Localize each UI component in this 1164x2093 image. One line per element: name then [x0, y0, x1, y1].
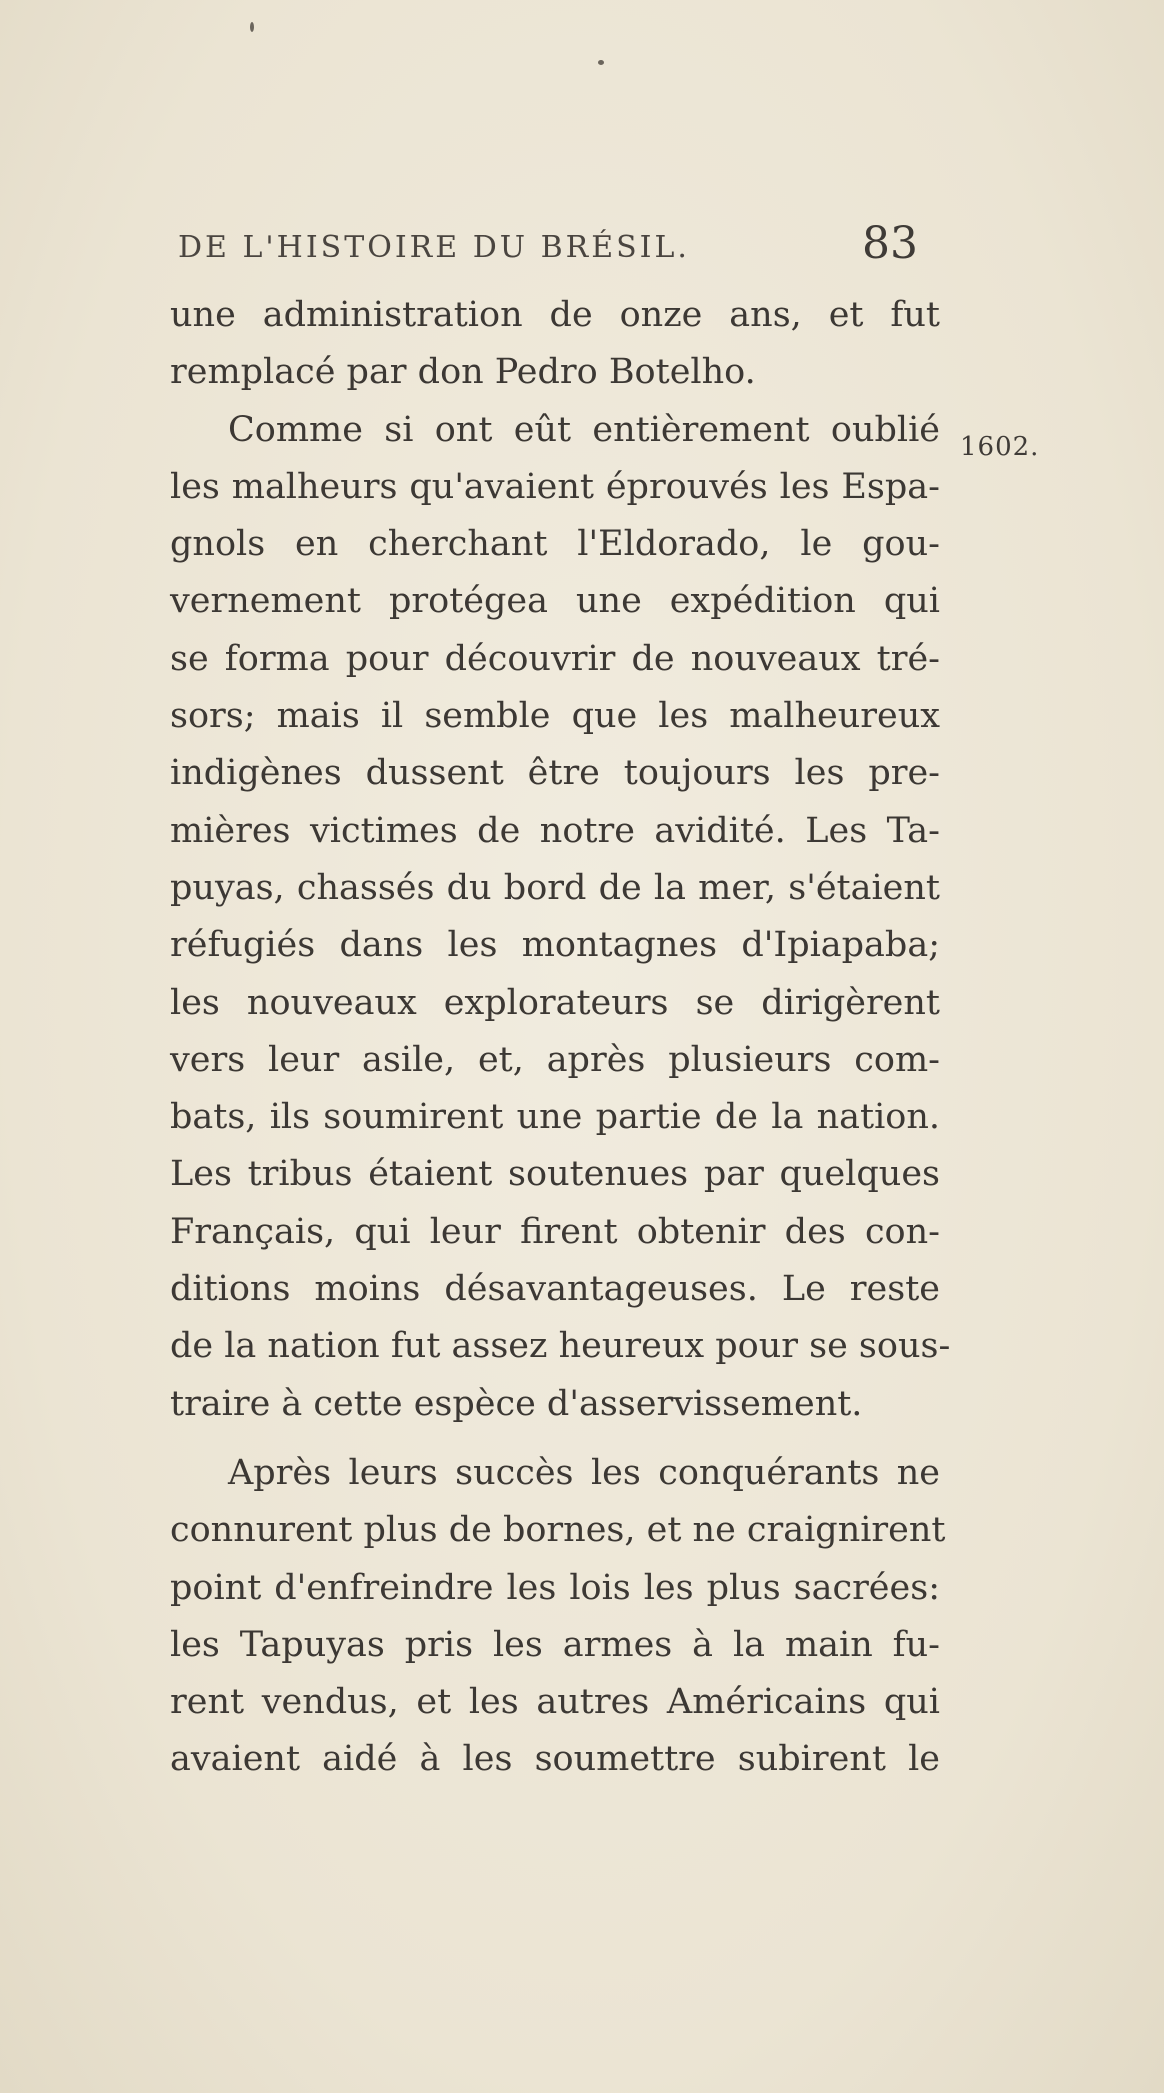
- text-line: réfugiés dans les montagnes d'Ipiapaba;: [170, 925, 940, 966]
- running-head: [0, 210, 1164, 280]
- text-line: traire à cette espèce d'asservissement.: [170, 1383, 863, 1424]
- page-number: 83: [862, 218, 918, 269]
- text-line: Comme si ont eût entièrement oublié: [228, 409, 940, 450]
- text-line: avaient aidé à les soumettre subirent le: [170, 1739, 940, 1780]
- text-line: les nouveaux explorateurs se dirigèrent: [170, 982, 940, 1023]
- body-text: [170, 287, 951, 1789]
- text-line: vernement protégea une expédition qui: [170, 581, 940, 622]
- text-line: Après leurs succès les conquérants ne: [228, 1452, 940, 1493]
- paper-speck: [598, 60, 604, 65]
- text-line: Français, qui leur firent obtenir des con-: [170, 1211, 940, 1252]
- text-line: puyas, chassés du bord de la mer, s'étaient: [170, 867, 940, 908]
- text-line: ditions moins désavantageuses. Le reste: [170, 1269, 940, 1310]
- paper-speck: [250, 22, 254, 32]
- text-line: connurent plus de bornes, et ne craignirent: [170, 1510, 946, 1551]
- text-line: les Tapuyas pris les armes à la main fu-: [170, 1624, 940, 1665]
- text-line: une administration de onze ans, et fut: [170, 295, 940, 335]
- text-line: Les tribus étaient soutenues par quelques: [170, 1154, 940, 1195]
- text-line: de la nation fut assez heureux pour se sous-: [170, 1326, 951, 1367]
- text-line: point d'enfreindre les lois les plus sacrées:: [170, 1567, 940, 1608]
- text-line: vers leur asile, et, après plusieurs com-: [170, 1039, 940, 1080]
- margin-date-note: 1602.: [960, 432, 1040, 462]
- text-line: mières victimes de notre avidité. Les Ta-: [170, 810, 940, 851]
- text-line: les malheurs qu'avaient éprouvés les Espa-: [170, 466, 940, 507]
- text-line: remplacé par don Pedro Botelho.: [170, 352, 756, 393]
- text-line: indigènes dussent être toujours les pre-: [170, 753, 940, 794]
- text-line: se forma pour découvrir de nouveaux tré-: [170, 638, 940, 679]
- text-line: bats, ils soumirent une partie de la nation.: [170, 1097, 940, 1138]
- text-line: gnols en cherchant l'Eldorado, le gou-: [170, 524, 940, 565]
- text-line: rent vendus, et les autres Américains qui: [170, 1682, 940, 1723]
- text-line: sors; mais il semble que les malheureux: [170, 696, 940, 737]
- running-title: DE L'HISTOIRE DU BRÉSIL.: [178, 230, 690, 265]
